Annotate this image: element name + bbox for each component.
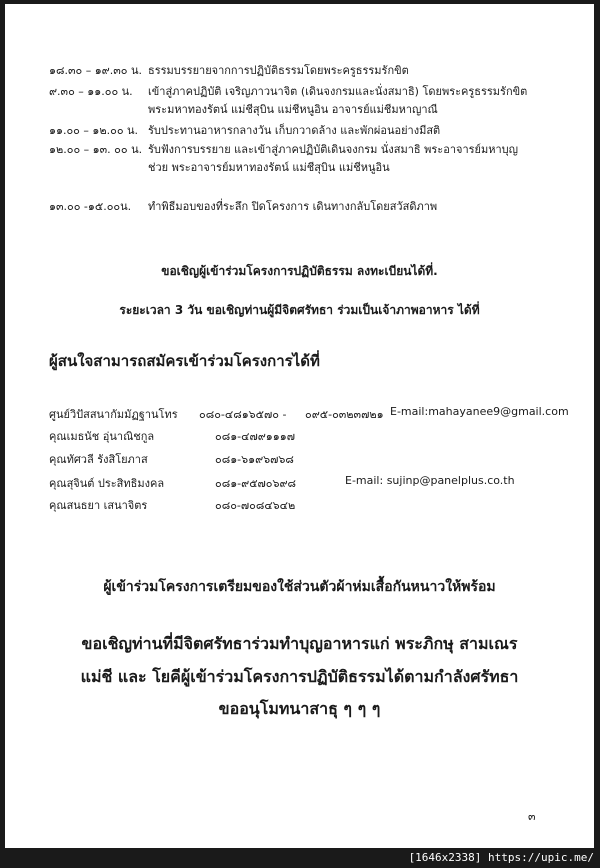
schedule-time: ๑๘.๓๐ – ๑๙.๓๐ น. <box>49 64 142 77</box>
host-invitation: ระยะเวลา 3 วัน ขอเชิญท่านผู้มีจิตศรัทธา ร่วมเป็นเจ้าภาพอาหาร ได้ที่ <box>119 303 480 317</box>
contact-phone: ๐๘๑-๔๗๙๑๑๑๗ <box>215 430 296 443</box>
closing-line-1: ขอเชิญท่านที่มีจิตศรัทธาร่วมทำบุญอาหารแก่ พระภิกษุ สามเณร <box>81 634 518 653</box>
document-page <box>5 4 594 848</box>
page-number: ๓ <box>528 810 536 823</box>
interested-heading: ผู้สนใจสามารถสมัครเข้าร่วมโครงการได้ที่ <box>49 352 320 370</box>
contact-phone: ๐๘๑-๙๕๗๐๖๙๘ <box>215 477 297 490</box>
schedule-time: ๑๓.๐๐ -๑๕.๐๐น. <box>49 200 132 213</box>
contact-name: ศูนย์วิปัสสนากัมมัฏฐานโทร <box>49 408 178 421</box>
schedule-desc: ธรรมบรรยายจากการปฏิบัติธรรมโดยพระครูธรรมรักขิต <box>148 64 409 77</box>
schedule-desc: เข้าสู่ภาคปฏิบัติ เจริญภาวนาจิต (เดินจงกรมและนั่งสมาธิ) โดยพระครูธรรมรักขิต <box>148 85 528 98</box>
schedule-desc: รับประทานอาหารกลางวัน เก็บกวาดล้าง และพักผ่อนอย่างมีสติ <box>148 124 441 137</box>
schedule-desc: พระมหาทองรัตน์ แม่ชีสุบิน แม่ชีหนูอิน อาจารย์แม่ชีมหาญาณี <box>148 103 438 116</box>
contact-name: คุณเมธนัช อุ่นาณิชกูล <box>49 430 155 443</box>
contact-name: คุณสนธยา เสนาจิตร <box>49 499 148 512</box>
schedule-time: ๑๒.๐๐ – ๑๓. ๐๐ น. <box>49 143 143 156</box>
contact-phone-2: ๐๙๕-๐๓๒๓๗๒๑ <box>305 408 384 421</box>
preparation-note: ผู้เข้าร่วมโครงการเตรียมของใช้ส่วนตัวผ้าห่มเสื้อกันหนาวให้พร้อม <box>103 579 496 595</box>
image-source-footer: [1646x2338] https://upic.me/ <box>0 848 600 868</box>
schedule-time: ๙.๓๐ – ๑๑.๐๐ น. <box>49 85 133 98</box>
contact-phone: ๐๘๐-๔๘๑๖๕๗๐ - <box>199 408 287 421</box>
contact-email[interactable]: E-mail: sujinp@panelplus.co.th <box>345 474 515 487</box>
closing-line-2: แม่ชี และ โยคีผู้เข้าร่วมโครงการปฏิบัติธรรมได้ตามกำลังศรัทธา <box>80 667 519 686</box>
contact-phone: ๐๘๐-๗๐๘๔๖๔๒ <box>215 499 296 512</box>
contact-name: คุณสุจินต์ ประสิทธิมงคล <box>49 477 165 490</box>
schedule-desc: ช่วย พระอาจารย์มหาทองรัตน์ แม่ชีสุบิน แม่ชีหนูอิน <box>148 161 390 174</box>
closing-line-3: ขออนุโมทนาสาธุ ๆ ๆ ๆ <box>218 699 381 718</box>
schedule-time: ๑๑.๐๐ – ๑๒.๐๐ น. <box>49 124 139 137</box>
register-invitation: ขอเชิญผู้เข้าร่วมโครงการปฏิบัติธรรม ลงทะเบียนได้ที่. <box>161 264 438 278</box>
schedule-desc: รับฟังการบรรยาย และเข้าสู่ภาคปฏิบัติเดินจงกรม นั่งสมาธิ พระอาจารย์มหาบุญ <box>148 143 519 156</box>
schedule-desc: ทำพิธีมอบของที่ระลึก ปิดโครงการ เดินทางกลับโดยสวัสดิภาพ <box>148 200 438 213</box>
contact-phone: ๐๘๑-๖๑๙๖๗๖๘ <box>215 453 294 466</box>
contact-name: คุณทัศวลี รังสิโยภาส <box>49 453 148 466</box>
contact-email[interactable]: E-mail:mahayanee9@gmail.com <box>390 405 569 418</box>
